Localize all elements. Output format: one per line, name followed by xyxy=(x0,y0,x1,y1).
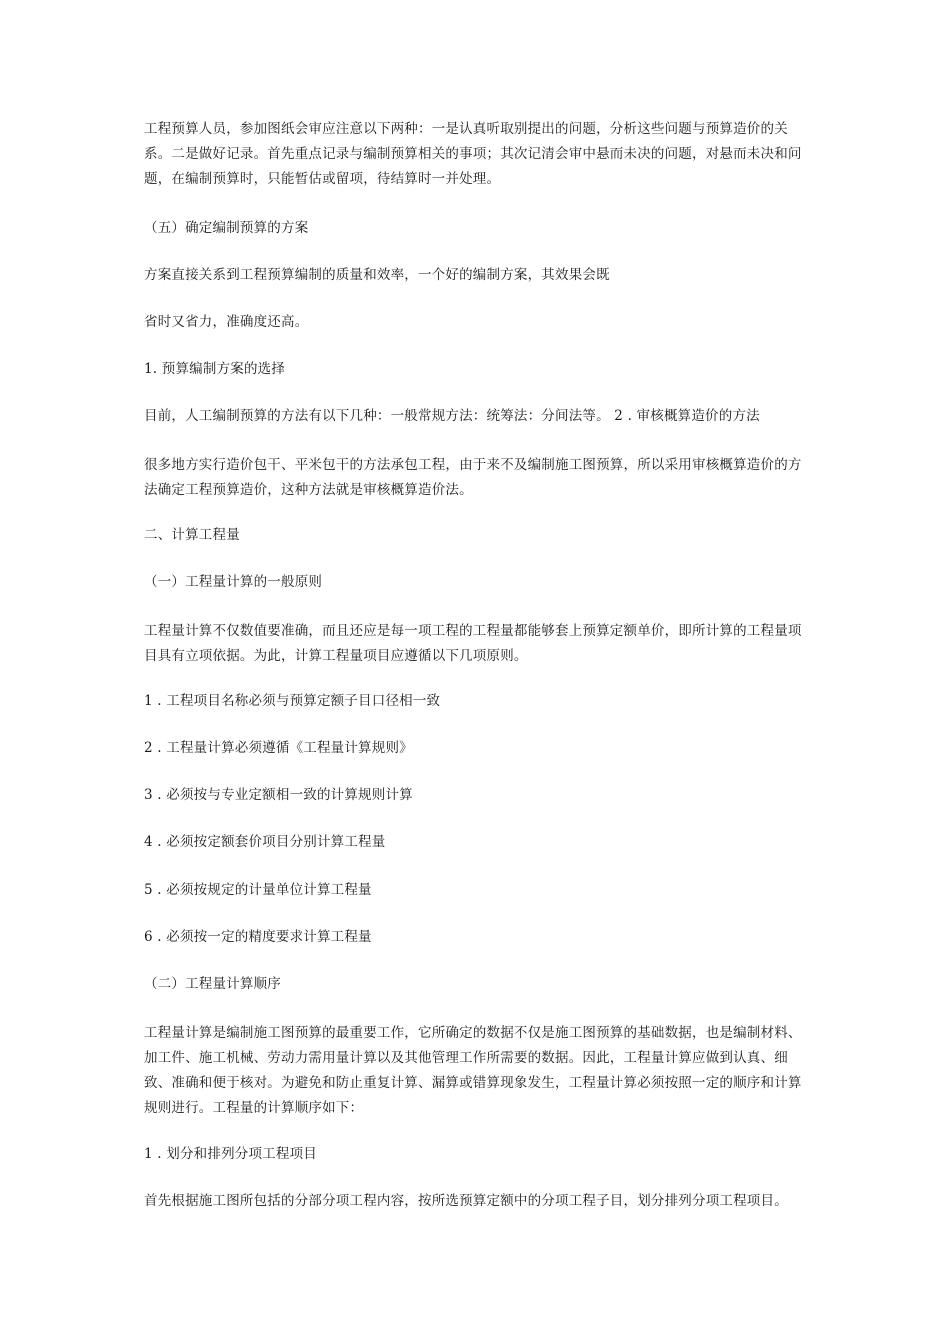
list-item-principle-3: 3 . 必须按与专业定额相一致的计算规则计算 xyxy=(144,787,413,803)
list-item-principle-2: 2 . 工程量计算必须遵循《工程量计算规则》 xyxy=(144,740,413,756)
paragraph-review-estimate: 很多地方实行造价包干、平米包干的方法承包工程，由于来不及编制施工图预算，所以采用审核概算造价的方法确定工程预算造价，这种方法就是审核概算造价法。 xyxy=(144,457,802,498)
heading-general-principles: （一）工程量计算的一般原则 xyxy=(144,574,323,590)
heading-divide-items: 1 . 划分和排列分项工程项目 xyxy=(144,1146,317,1162)
heading-calc-quantity: 二、计算工程量 xyxy=(144,527,240,543)
heading-budget-plan: （五）确定编制预算的方案 xyxy=(144,220,309,236)
heading-calc-order: （二）工程量计算顺序 xyxy=(144,976,281,992)
list-item-principle-1: 1 . 工程项目名称必须与预算定额子目口径相一致 xyxy=(144,693,441,709)
list-item-principle-5: 5 . 必须按规定的计量单位计算工程量 xyxy=(144,882,372,898)
paragraph-principles-intro: 工程量计算不仅数值要准确，而且还应是每一项工程的工程量都能够套上预算定额单价，即所计算的工程量项目具有立项依据。为此，计算工程量项目应遵循以下几项原则。 xyxy=(144,623,802,664)
paragraph-drawing-review: 工程预算人员，参加图纸会审应注意以下两种：一是认真听取别提出的问题，分析这些问题与预算造价的关系。二是做好记录。首先重点记录与编制预算相关的事项；其次记清会审中悬而未决的问题，对悬而未决和问题，在编制预算时，只能暂估或留项，待结算时一并处理。 xyxy=(144,121,802,187)
paragraph-plan-intro: 方案直接关系到工程预算编制的质量和效率，一个好的编制方案，其效果会既 xyxy=(144,267,610,283)
paragraph-divide-items: 首先根据施工图所包括的分部分项工程内容，按所选预算定额中的分项工程子目，划分排列分项工程项目。 xyxy=(144,1193,788,1209)
paragraph-calc-order: 工程量计算是编制施工图预算的最重要工作，它所确定的数据不仅是施工图预算的基础数据，也是编制材料、加工件、施工机械、劳动力需用量计算以及其他管理工作所需要的数据。因此，工程量计算应做到认真、细致、准确和便于核对。为避免和防止重复计算、漏算或错算现象发生，工程量计算必须按照一定的顺序和计算规则进行。工程量的计算顺序如下： xyxy=(144,1025,802,1116)
heading-plan-selection: 1. 预算编制方案的选择 xyxy=(144,361,286,377)
list-item-principle-6: 6 . 必须按一定的精度要求计算工程量 xyxy=(144,929,372,945)
paragraph-plan-intro-cont: 省时又省力，准确度还高。 xyxy=(144,314,309,330)
list-item-principle-4: 4 . 必须按定额套价项目分别计算工程量 xyxy=(144,834,386,850)
paragraph-methods: 目前，人工编制预算的方法有以下几种：一般常规方法：统筹法：分间法等。 2 . 审核概算造价的方法 xyxy=(144,408,760,424)
